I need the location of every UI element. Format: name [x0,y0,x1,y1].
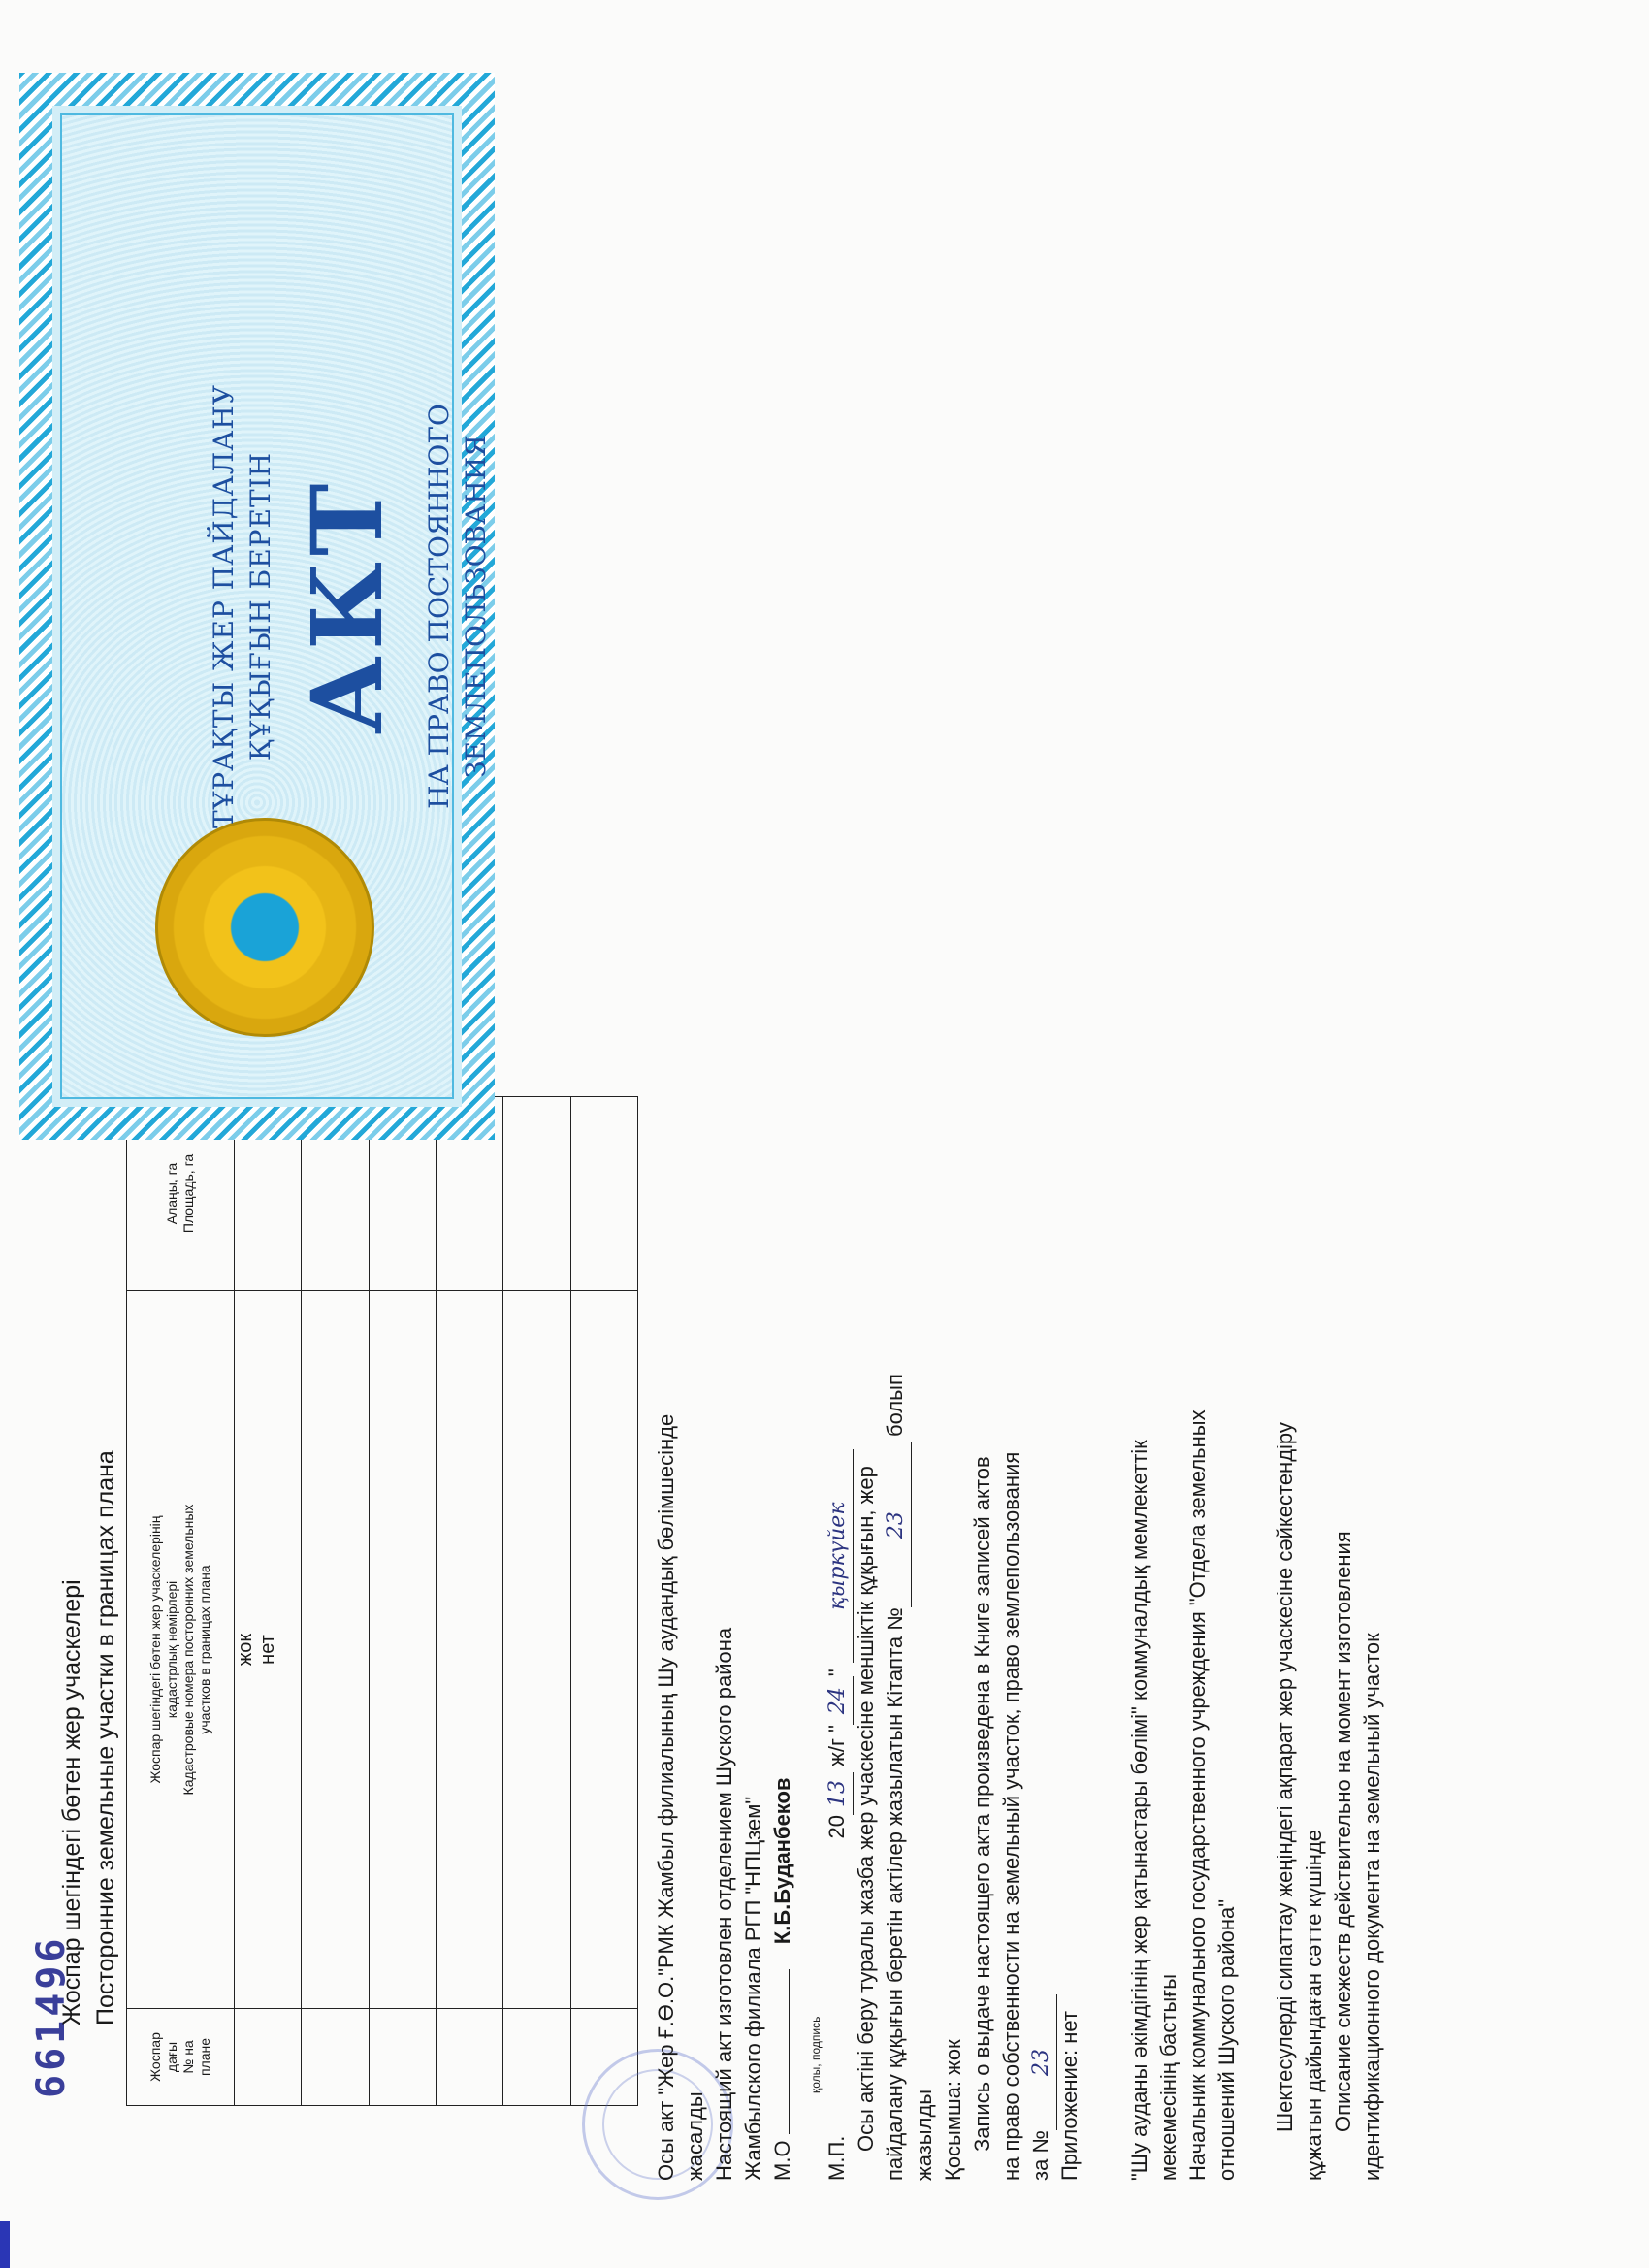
table-row [570,1097,637,2106]
cover-title-kz-line-2: ҚҰҚЫҒЫН БЕРЕТІН [244,451,276,761]
year-handwritten: 13 [824,1772,854,1815]
col-area-header: Алаңы, га Площадь, га [127,1097,235,1291]
plan-heading-ru: Посторонние земельные участки в границах плана [92,1450,119,2025]
registration-line-3: жазылды [912,2089,936,2181]
cover-title-kz-line-1: ТҰРАҚТЫ ЖЕР ПАЙДАЛАНУ [208,384,240,828]
record-line-3: за №23 [1026,1994,1057,2181]
registration-line-1: Осы актіні беру туралы жазба жер учаскесіне меншіктік құқығын, жер [854,1466,878,2152]
boundary-line-2: құжатын дайындаған сәтте күшінде [1302,1829,1326,2181]
act-cover [19,73,495,1140]
signer-name: К.Б.Буданбеков [770,1777,794,1945]
cover-title-main: АКТ [290,477,404,735]
record-line-2: на право собственности на земельный участок, право землепользования [999,1451,1023,2181]
made-by-line-kz: Осы акт "Жер Ғ.Ө.О."РМК Жамбыл филиалының Шу аудандық бөлімшесінде [654,1413,678,2181]
table-row [302,1097,369,2106]
table-row [369,1097,436,2106]
record-line-1: Запись о выдаче настоящего акта произведена в Книге записей актов [970,1456,994,2152]
department-block [1125,910,1384,2268]
table-row [503,1097,570,2106]
boundary-line-4: идентификационного документа на земельный участок [1360,1633,1384,2181]
cover-title-ru-line-2: ЗЕМЛЕПОЛЬЗОВАНИЯ [460,435,492,778]
signature-line [768,1778,797,2181]
made-by-line-ru-2: Жамбылского филиала РГП "НПЦзем" [741,1796,765,2181]
registration-line-2: пайдалану құқығын беретін актілер жазылатын Кітапта №23 болып [881,1374,912,2181]
col-cadastral-header: Жоспар шегіндегі бөтен жер учаскелерінің кадастрлық нөмірлері Кадастровые номера посторонних земельных участков в границах плана [127,1291,235,2009]
appendix-kz: Қосымша: жок [941,2039,965,2181]
registration-number-handwritten: 23 [882,1442,912,1607]
mp-label: М.П. [824,2135,849,2181]
department-line-1: "Шу ауданы әкімдігінің жер қатынастары бөлімі" коммуналдық мемлекеттік [1127,1440,1151,2181]
department-line-3: Начальник коммунального государственного учреждения "Отдела земельных [1185,1409,1210,2181]
table-row [235,1097,302,2106]
day-handwritten: 24 [824,1676,854,1725]
signature-caption: қолы, подпись [809,2016,823,2093]
mo-label: М.О [770,2140,794,2181]
binder-mark [0,2221,10,2268]
appendix-ru: Приложение: нет [1057,2011,1082,2181]
table-row [436,1097,502,2106]
serial-number: 661496 [29,1934,74,2098]
col-plan-number-header: Жоспар дағы № на плане [127,2009,235,2106]
made-by-line-ru: Настоящий акт изготовлен отделением Шуского района [712,1627,736,2181]
plan-heading-kz: Жоспар шегіндегі бөтен жер учаскелері [58,1579,85,2025]
cover-title-ru-line-1: НА ПРАВО ПОСТОЯННОГО [423,404,455,809]
made-by-line-kz-2: жасалды [683,2091,707,2181]
month-handwritten: қыркүйек [824,1449,854,1663]
signature-field [789,1969,790,2134]
department-line-2: мекемесінің бастығы [1156,1973,1180,2181]
outside-plots-table [126,1096,638,2106]
boundary-line-1: Шектесулерді сипаттау жеңіндегі ақпарат жер учаскесіне сәйкестендіру [1273,1422,1297,2132]
table-cell-value: жок нет [235,1291,302,2009]
date-line: М.П. 2013 ж/г "24" қыркүйек [823,1449,854,2181]
cover-guilloche-panel [60,113,492,1099]
department-line-4: отношений Шуского района" [1214,1898,1239,2181]
boundary-line-3: Описание смежеств действительно на момент изготовления [1331,1531,1355,2132]
record-number-handwritten: 23 [1027,1994,1057,2130]
